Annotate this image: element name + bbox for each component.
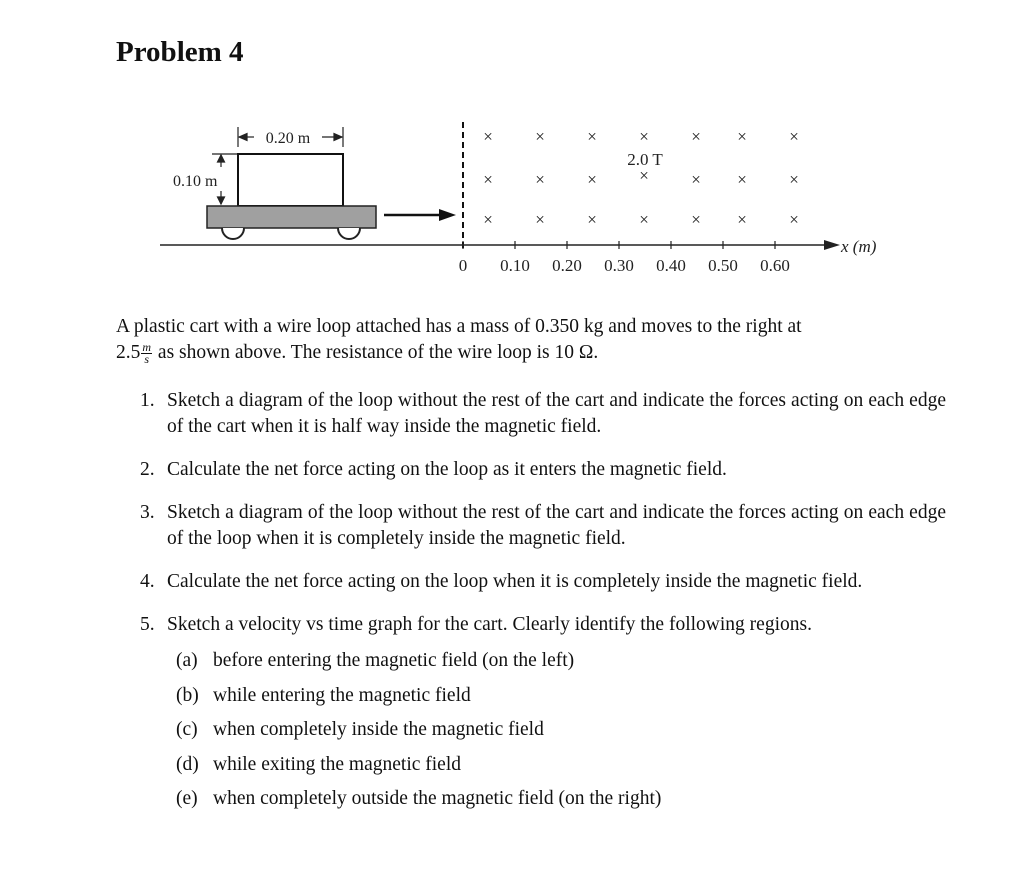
field-into-page-symbol: × (587, 127, 597, 146)
question-text: Sketch a diagram of the loop without the rest of the cart and indicate the forces acting on each edge of the cart when it is half way inside the magnetic field. (167, 390, 946, 437)
problem-statement (116, 314, 928, 366)
field-into-page-symbol: × (483, 127, 493, 146)
tick-label: 0.30 (604, 256, 634, 275)
field-into-page-symbol: × (535, 210, 545, 229)
tick-label: 0 (458, 256, 468, 275)
question-item (116, 612, 946, 812)
field-into-page-symbol: × (789, 210, 799, 229)
speed-unit-numerator: m (142, 340, 152, 355)
field-into-page-symbol: × (639, 166, 649, 185)
cart-height-label: 0.10 m (173, 173, 218, 190)
field-into-page-symbol: × (789, 170, 799, 189)
question-number: 4. (140, 571, 155, 592)
tick-label: 0.10 (500, 256, 530, 275)
problem-title: Problem 4 (116, 36, 244, 68)
tick-label: 0.60 (760, 256, 790, 275)
region-text: while exiting the magnetic field (213, 753, 462, 775)
region-label: (b) (176, 684, 199, 706)
region-label: (e) (176, 788, 198, 809)
question-number: 1. (140, 390, 155, 411)
region-label: (a) (176, 650, 198, 671)
region-item (167, 717, 946, 743)
question-list (116, 388, 946, 829)
tick-label: 0.50 (708, 256, 738, 275)
field-into-page-symbol: × (691, 127, 701, 146)
magnetic-field (483, 127, 799, 229)
region-text: while entering the magnetic field (213, 684, 471, 706)
region-text: before entering the magnetic field (on the left) (213, 650, 575, 671)
region-item (167, 683, 946, 709)
speed-value: 2.5 (116, 342, 141, 363)
cart-diagram (150, 115, 900, 285)
question-text: Sketch a diagram of the loop without the rest of the cart and indicate the forces acting on each edge of the loop when it is completely inside the magnetic field. (167, 502, 946, 549)
field-strength-label: 2.0 T (627, 150, 663, 169)
intro-text-1: A plastic cart with a wire loop attached has a mass of 0.350 kg and moves to the right at (116, 316, 802, 337)
cart-body (207, 206, 376, 228)
field-into-page-symbol: × (691, 170, 701, 189)
region-item (167, 786, 946, 812)
region-label: (c) (176, 719, 198, 740)
region-label: (d) (176, 753, 199, 775)
velocity-arrow (384, 209, 456, 221)
x-axis-arrow (824, 240, 840, 250)
cart-width-label: 0.20 m (265, 130, 311, 147)
tick-label: 0.40 (656, 256, 686, 275)
question-number: 2. (140, 459, 155, 480)
region-text: when completely inside the magnetic field (213, 719, 544, 740)
region-list (167, 648, 946, 812)
speed-unit-denominator: s (144, 352, 150, 367)
field-into-page-symbol: × (639, 127, 649, 146)
field-into-page-symbol: × (691, 210, 701, 229)
field-into-page-symbol: × (535, 127, 545, 146)
question-number: 3. (140, 502, 155, 523)
field-into-page-symbol: × (789, 127, 799, 146)
question-number: 5. (140, 614, 155, 635)
question-text: Calculate the net force acting on the loop as it enters the magnetic field. (167, 459, 727, 480)
field-into-page-symbol: × (483, 170, 493, 189)
field-into-page-symbol: × (737, 170, 747, 189)
question-text: Calculate the net force acting on the loop when it is completely inside the magnetic field. (167, 571, 863, 592)
question-text: Sketch a velocity vs time graph for the cart. Clearly identify the following regions. (167, 614, 812, 635)
field-into-page-symbol: × (737, 127, 747, 146)
speed-unit (141, 342, 152, 365)
question-item (116, 500, 946, 552)
region-item (167, 752, 946, 778)
field-into-page-symbol: × (587, 210, 597, 229)
field-into-page-symbol: × (535, 170, 545, 189)
cart-wheel-left (222, 228, 244, 239)
field-into-page-symbol: × (639, 210, 649, 229)
question-item (116, 457, 946, 483)
question-item (116, 569, 946, 595)
cart-wheel-right (338, 228, 360, 239)
wire-loop (238, 154, 343, 206)
intro-text-2: as shown above. The resistance of the wire loop is 10 Ω. (157, 342, 599, 363)
x-axis-label: x (m) (841, 237, 877, 256)
tick-label: 0.20 (552, 256, 582, 275)
field-into-page-symbol: × (483, 210, 493, 229)
field-into-page-symbol: × (737, 210, 747, 229)
region-text: when completely outside the magnetic field (on the right) (213, 788, 662, 809)
field-into-page-symbol: × (587, 170, 597, 189)
question-item (116, 388, 946, 440)
region-item (167, 648, 946, 674)
